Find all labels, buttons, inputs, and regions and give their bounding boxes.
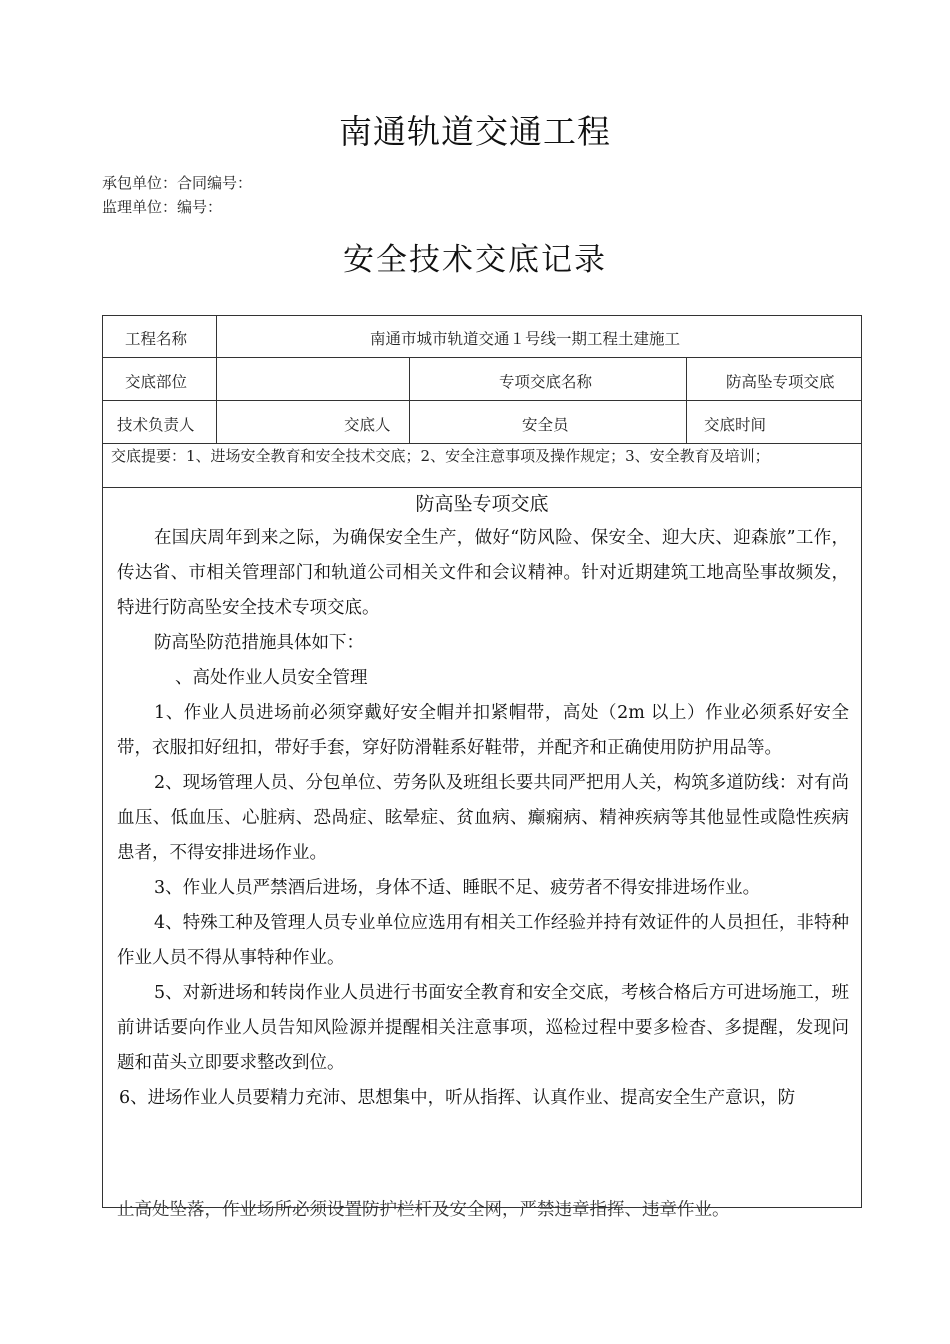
presenter-label: 交底人 — [344, 416, 391, 434]
time-label: 交底时间 — [704, 416, 767, 434]
paragraph: 5、对新进场和转岗作业人员进行书面安全教育和安全交底，考核合格后方可进场施工，班前讲话要向作业人员告知风险源并提醒相关注意事项，巡检过程中要多检杳、多提醒，发现问题和苗头立即要求整改到位。 — [117, 983, 849, 1073]
special-name-value: 防高坠专项交底 — [726, 373, 835, 391]
paragraph: 在国庆周年到来之际，为确保安全生产，做好“防风险、保安全、迎大庆、迎森旅”工作，传达省、市相关管理部门和轨道公司相关文件和会议精神。针对近期建筑工地高坠事故频发，特进行防高坠安全技术专项交底。 — [117, 528, 849, 618]
column-divider — [686, 357, 687, 443]
row-divider — [103, 443, 861, 444]
paragraph: 4、特殊工种及管理人员专业单位应选用有相关工作经验并持有效证件的人员担任，非特种作业人员不得从事特种作业。 — [117, 913, 849, 968]
safety-officer-label: 安全员 — [522, 416, 569, 434]
summary-text: 交底提要：1、进场安全教育和安全技术交底；2、安全注意事项及操作规定；3、安全教育及培训； — [111, 447, 770, 465]
section-title: 防高坠专项交底 — [415, 493, 549, 515]
project-name-label: 工程名称 — [125, 330, 188, 348]
special-name-label: 专项交底名称 — [499, 373, 593, 391]
paragraph: 、高处作业人员安全管理 — [175, 668, 368, 688]
paragraph: 1、作业人员进场前必须穿戴好安全帽并扣紧帽带，高处（2m 以上）作业必须系好安全带，衣服扣好纽扣，带好手套，穿好防滑鞋系好鞋带，并配齐和正确使用防护用品等。 — [117, 703, 849, 758]
record-table — [102, 315, 862, 1220]
paragraph: 6、进场作业人员要精力充沛、思想集中，听从指挥、认真作业、提高安全生产意识，防 — [119, 1088, 796, 1108]
contractor-line: 承包单位：合同编号： — [102, 174, 253, 192]
document-title: 安全技术交底记录 — [343, 242, 607, 278]
paragraph: 防高坠防范措施具体如下： — [154, 633, 364, 653]
tech-lead-label: 技术负责人 — [117, 416, 195, 434]
paragraph: 3、作业人员严禁酒后进场，身体不适、睡眠不足、疲劳者不得安排进场作业。 — [154, 878, 761, 898]
paragraph: 2、现场管理人员、分包单位、劳务队及班组长要共同严把用人关，构筑多道防线：对有尚血压、低血压、心脏病、恐咼症、眩晕症、贫血病、癫痫病、精神疾病等其他显性或隐性疾病患者，不得安排进场作业。 — [117, 773, 849, 863]
main-title: 南通轨道交通工程 — [339, 112, 611, 151]
body-text — [117, 521, 849, 1116]
project-name-value: 南通市城市轨道交通１号线一期工程土建施工 — [370, 330, 681, 348]
part-label: 交底部位 — [125, 373, 188, 391]
supervisor-line: 监理单位：编号： — [102, 198, 223, 216]
column-divider — [409, 357, 410, 443]
row-divider — [103, 487, 861, 488]
clipped-paragraph: 止高处坠落，作业场所必须设置防护栏杆及安全网，严禁违章指挥、违章作业。 — [117, 1200, 730, 1220]
column-divider — [216, 316, 217, 443]
